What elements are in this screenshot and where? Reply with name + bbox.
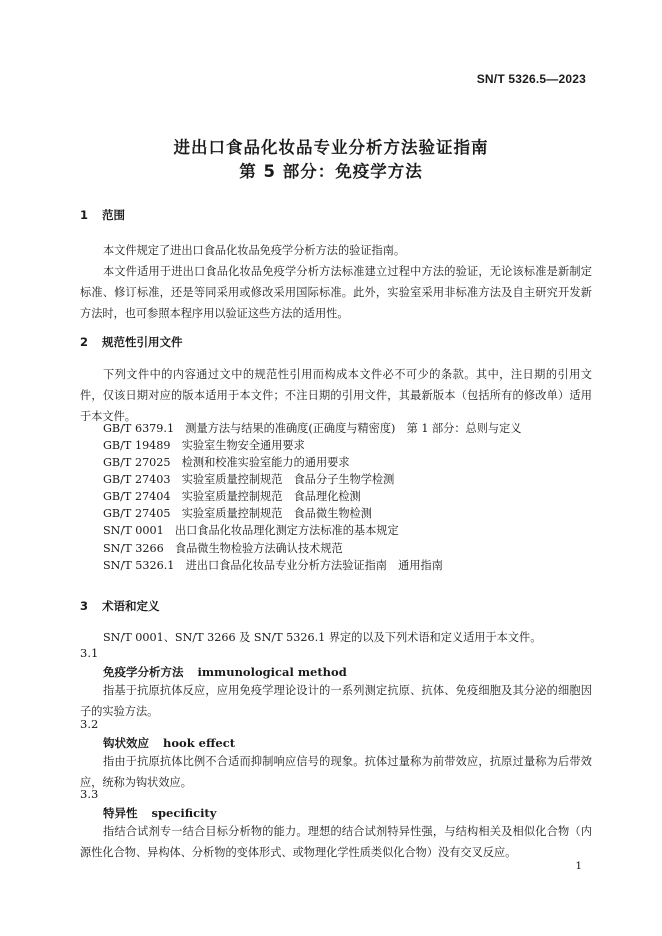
reference-item: GB/T 27403 实验室质量控制规范 食品分子生物学检测 xyxy=(103,473,395,486)
term-definition: 指结合试剂专一结合目标分析物的能力。理想的结合试剂特异性强，与结构相关及相似化合物（内源性化合物、异构体、分析物的变体形式、或物理化学性质类似化合物）没有交叉反应。 xyxy=(80,825,592,859)
scope-paragraph: 本文件适用于进出口食品化妆品免疫学分析方法标准建立过程中方法的验证，无论该标准是新制定标准、修订标准，还是等同采用或修改采用国际标准。此外，实验室采用非标准方法及自主研究开发新方法时，也可参照本程序用以验证这些方法的适用性。 xyxy=(80,265,592,320)
reference-item: SN/T 3266 食品微生物检验方法确认技术规范 xyxy=(103,542,343,555)
term-zh: 钩状效应 xyxy=(103,736,149,750)
term-zh: 免疫学分析方法 xyxy=(103,665,184,679)
term-name xyxy=(103,805,216,821)
page-number: 1 xyxy=(575,860,582,872)
reference-item: GB/T 27405 实验室质量控制规范 食品微生物检测 xyxy=(103,507,372,520)
standard-code: SN/T 5326.5—2023 xyxy=(476,72,586,86)
section-heading-scope xyxy=(80,207,125,223)
term-en: hook effect xyxy=(163,736,236,750)
term-definition: 指由于抗原抗体比例不合适而抑制响应信号的现象。抗体过量称为前带效应，抗原过量称为后带效应，统称为钩状效应。 xyxy=(80,755,592,789)
section-number: 3 xyxy=(80,599,89,613)
reference-item: SN/T 0001 出口食品化妆品理化测定方法标准的基本规定 xyxy=(103,524,399,537)
term-en: immunological method xyxy=(197,665,347,679)
section-title: 规范性引用文件 xyxy=(102,335,183,349)
term-name xyxy=(103,664,347,680)
section-heading-terms xyxy=(80,598,160,614)
term-number: 3.2 xyxy=(80,717,99,731)
term-zh: 特异性 xyxy=(103,806,138,820)
term-en: specificity xyxy=(151,806,217,820)
section-title: 术语和定义 xyxy=(102,599,160,613)
scope-paragraph: 本文件规定了进出口食品化妆品免疫学分析方法的验证指南。 xyxy=(103,244,406,257)
section-number: 2 xyxy=(80,335,89,349)
term-definition: 指基于抗原抗体反应，应用免疫学理论设计的一系列测定抗原、抗体、免疫细胞及其分泌的细胞因子的实验方法。 xyxy=(80,684,592,718)
reference-item: GB/T 6379.1 测量方法与结果的准确度(正确度与精密度) 第 1 部分：总则与定义 xyxy=(103,422,522,435)
term-name xyxy=(103,735,235,751)
terms-intro-paragraph: SN/T 0001、SN/T 3266 及 SN/T 5326.1 界定的以及下列术语和定义适用于本文件。 xyxy=(103,631,542,644)
section-number: 1 xyxy=(80,208,89,222)
document-subtitle: 第 5 部分：免疫学方法 xyxy=(239,162,423,181)
term-number: 3.1 xyxy=(80,646,99,660)
document-title: 进出口食品化妆品专业分析方法验证指南 xyxy=(173,138,489,157)
normative-intro-paragraph: 下列文件中的内容通过文中的规范性引用而构成本文件必不可少的条款。其中，注日期的引用文件，仅该日期对应的版本适用于本文件；不注日期的引用文件，其最新版本（包括所有的修改单）适用于本文件。 xyxy=(80,368,592,423)
reference-item: GB/T 27025 检测和校准实验室能力的通用要求 xyxy=(103,456,350,469)
reference-item: GB/T 27404 实验室质量控制规范 食品理化检测 xyxy=(103,490,361,503)
reference-item: SN/T 5326.1 进出口食品化妆品专业分析方法验证指南 通用指南 xyxy=(103,559,443,572)
section-title: 范围 xyxy=(102,208,125,222)
reference-item: GB/T 19489 实验室生物安全通用要求 xyxy=(103,439,305,452)
term-number: 3.3 xyxy=(80,787,99,801)
section-heading-normative-references xyxy=(80,334,183,350)
